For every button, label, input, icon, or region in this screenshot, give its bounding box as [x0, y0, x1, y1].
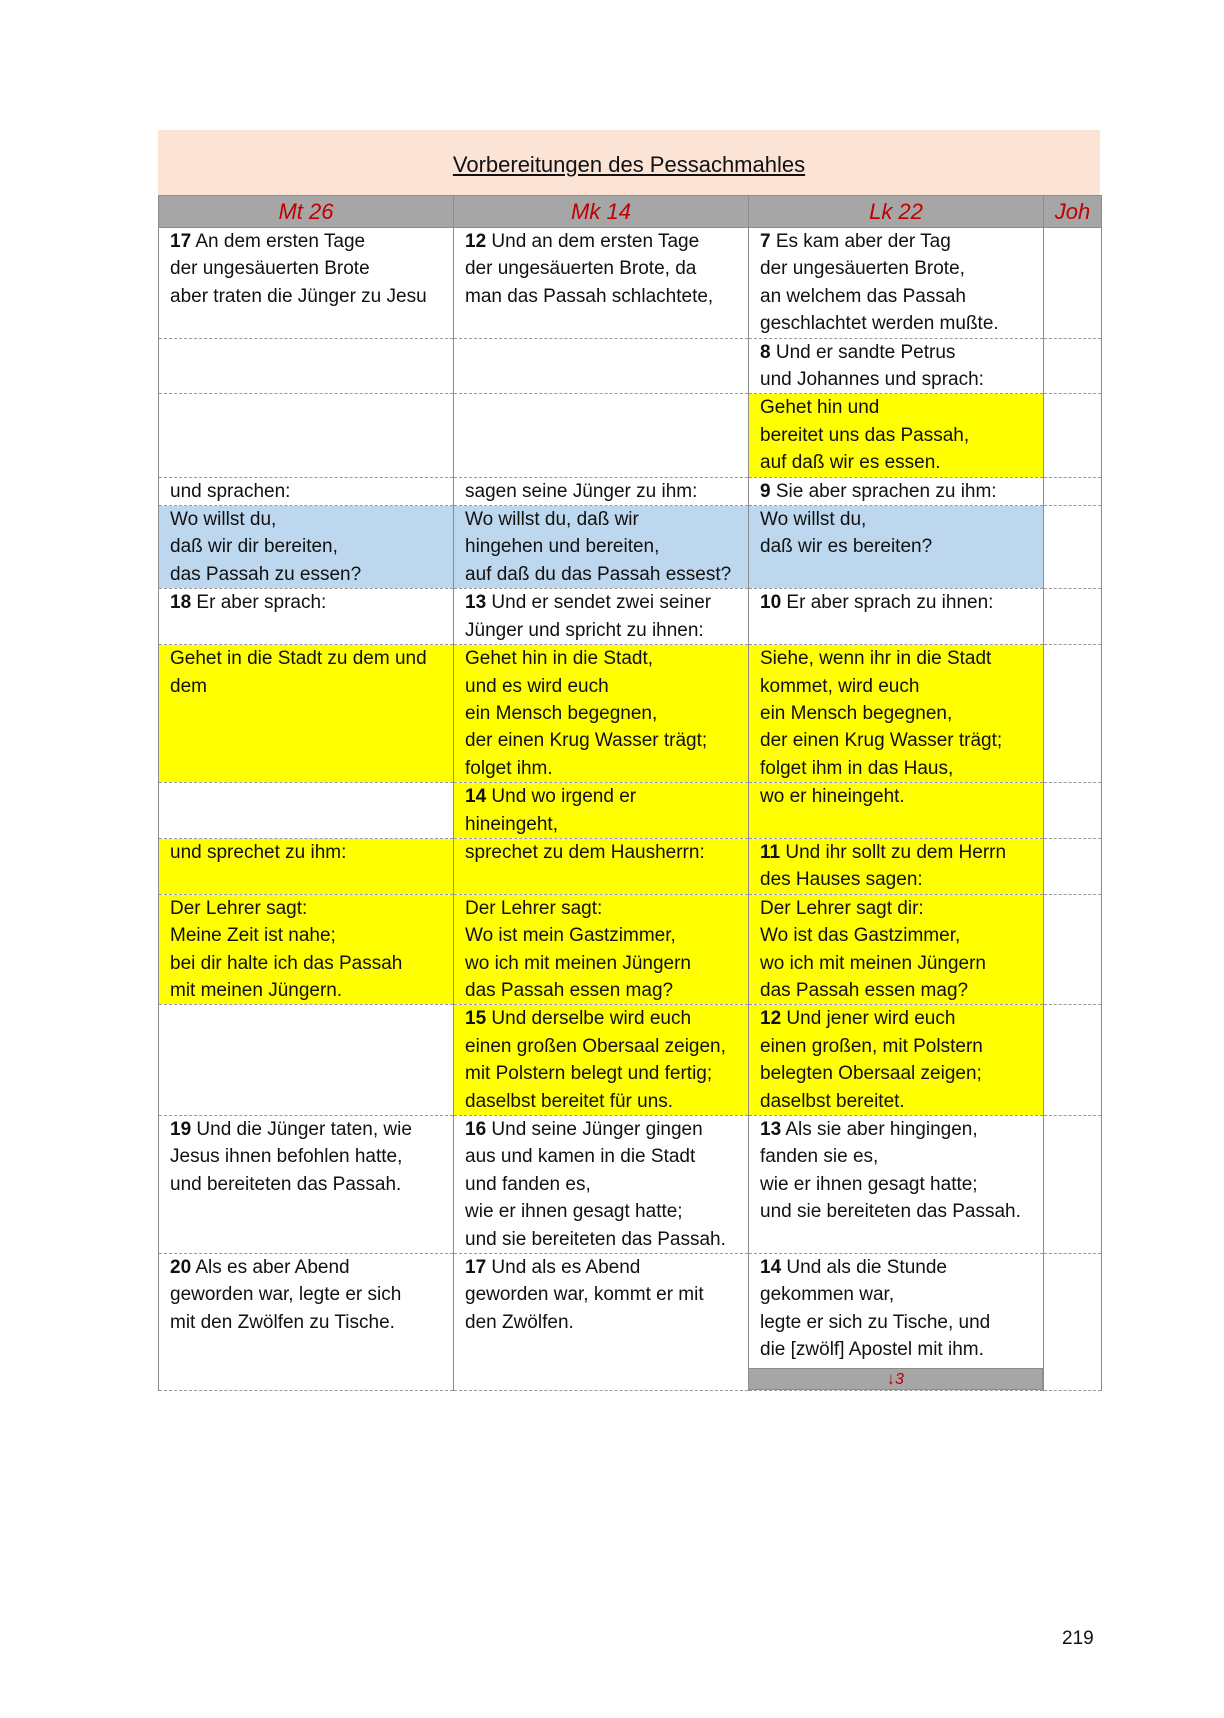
table-row: [159, 589, 1102, 645]
cell-mt: [159, 589, 454, 645]
verse-text: Siehe, wenn ihr in die Stadt kommet, wird euch ein Mensch begegnen, der einen Krug Wasser trägt; folget ihm in das Haus,: [760, 648, 1003, 779]
verse-text: Und ihr sollt zu dem Herrn des Hauses sagen:: [760, 841, 1007, 891]
cell-joh: [1044, 783, 1102, 839]
verse-number: 12: [465, 231, 487, 252]
cell-joh: [1044, 506, 1102, 589]
cell-lk: [749, 645, 1044, 783]
verse-text: Wo willst du, daß wir es bereiten?: [760, 509, 933, 558]
header-row: [159, 196, 1102, 228]
verse-text: Und jener wird euch einen großen, mit Polstern belegten Obersaal zeigen; daselbst bereitet.: [760, 1008, 983, 1112]
verse-number: 14: [465, 786, 487, 808]
cell-lk: [749, 1005, 1044, 1116]
cell-lk: [749, 1116, 1044, 1254]
table-row: [159, 645, 1102, 783]
verse-text: Und seine Jünger gingen aus und kamen in die Stadt und fanden es, wie er ihnen gesagt hatte; und sie bereiteten das Passah.: [465, 1119, 726, 1250]
cell-lk: [749, 394, 1044, 477]
cell-lk: [749, 228, 1044, 339]
verse-number: 19: [170, 1119, 192, 1140]
cell-mk: [454, 228, 749, 339]
verse-number: 9: [760, 480, 771, 502]
cell-lk: [749, 838, 1044, 894]
verse-text: Und an dem ersten Tage der ungesäuerten Brote, da man das Passah schlachtete,: [465, 231, 714, 307]
cell-mt: [159, 645, 454, 783]
cell-joh: [1044, 1005, 1102, 1116]
verse-number: 17: [465, 1257, 487, 1279]
cell-mk: [454, 838, 749, 894]
cell-joh: [1044, 645, 1102, 783]
cell-mt: [159, 838, 454, 894]
cell-mt: [159, 1005, 454, 1116]
header-joh: Joh: [1044, 196, 1102, 228]
table-body: [159, 228, 1102, 1391]
verse-number: 16: [465, 1119, 487, 1140]
synopsis-table: [158, 195, 1102, 1391]
verse-text: sagen seine Jünger zu ihm:: [465, 480, 698, 502]
verse-text: Gehet hin in die Stadt, und es wird euch ein Mensch begegnen, der einen Krug Wasser trägt; folget ihm.: [465, 648, 708, 779]
cell-joh: [1044, 477, 1102, 505]
cell-mk: [454, 1116, 749, 1254]
table-row: [159, 228, 1102, 339]
verse-text: Der Lehrer sagt: Wo ist mein Gastzimmer, wo ich mit meinen Jüngern das Passah essen mag?: [465, 897, 691, 1001]
cell-mt: [159, 477, 454, 505]
verse-text: Und als es Abend geworden war, kommt er mit den Zwölfen.: [465, 1257, 704, 1333]
verse-text: Und er sendet zwei seiner Jünger und spricht zu ihnen:: [465, 592, 712, 641]
verse-text: Als sie aber hingingen, fanden sie es, wie er ihnen gesagt hatte; und sie bereiteten das Passah.: [760, 1119, 1021, 1223]
verse-text: wo er hineingeht.: [760, 786, 905, 808]
cell-mt: [159, 228, 454, 339]
verse-number: 13: [760, 1119, 782, 1140]
header-mt: Mt 26: [159, 196, 454, 228]
verse-text: Es kam aber der Tag der ungesäuerten Brote, an welchem das Passah geschlachtet werden mußte.: [760, 231, 999, 335]
cell-joh: [1044, 894, 1102, 1005]
cell-mk: [454, 894, 749, 1005]
verse-number: 20: [170, 1257, 192, 1279]
verse-text: Und als die Stunde gekommen war, legte er sich zu Tische, und die [zwölf] Apostel mit ihm.: [760, 1257, 991, 1361]
cell-mk: [454, 1005, 749, 1116]
cell-mt: [159, 1254, 454, 1391]
cell-mk: [454, 783, 749, 839]
table-row: [159, 783, 1102, 839]
verse-text: Der Lehrer sagt dir: Wo ist das Gastzimmer, wo ich mit meinen Jüngern das Passah essen mag?: [760, 897, 986, 1001]
verse-text: An dem ersten Tage der ungesäuerten Brote aber traten die Jünger zu Jesu: [170, 231, 427, 307]
verse-number: 10: [760, 592, 782, 614]
verse-text: Der Lehrer sagt: Meine Zeit ist nahe; bei dir halte ich das Passah mit meinen Jüngern.: [170, 897, 403, 1001]
verse-text: Wo willst du, daß wir hingehen und bereiten, auf daß du das Passah essest?: [465, 509, 732, 585]
cell-lk: [749, 894, 1044, 1005]
verse-number: 11: [760, 841, 781, 863]
verse-number: 14: [760, 1257, 782, 1279]
table-row: [159, 1116, 1102, 1254]
verse-number: 18: [170, 592, 192, 614]
verse-text: Sie aber sprachen zu ihm:: [775, 480, 997, 502]
verse-number: 15: [465, 1008, 487, 1030]
verse-number: 17: [170, 231, 192, 252]
cell-joh: [1044, 1254, 1102, 1391]
cell-mk: [454, 338, 749, 394]
cell-lk: [749, 589, 1044, 645]
verse-number: 13: [465, 592, 487, 614]
header-mk: Mk 14: [454, 196, 749, 228]
continuation-marker: ↓3: [748, 1368, 1043, 1390]
table-row: [159, 506, 1102, 589]
cell-lk: [749, 506, 1044, 589]
verse-text: Und wo irgend er hineingeht,: [465, 786, 637, 835]
header-lk: Lk 22: [749, 196, 1044, 228]
cell-mt: [159, 1116, 454, 1254]
verse-text: Und derselbe wird euch einen großen Obersaal zeigen, mit Polstern belegt und fertig; daselbst bereitet für uns.: [465, 1008, 726, 1112]
cell-mk: [454, 477, 749, 505]
cell-joh: [1044, 1116, 1102, 1254]
page-title: Vorbereitungen des Pessachmahles: [452, 152, 806, 177]
verse-text: Als es aber Abend geworden war, legte er sich mit den Zwölfen zu Tische.: [170, 1257, 402, 1333]
cell-mk: [454, 506, 749, 589]
cell-mk: [454, 589, 749, 645]
verse-text: Wo willst du, daß wir dir bereiten, das Passah zu essen?: [170, 509, 362, 585]
table-row: [159, 1005, 1102, 1116]
verse-text: Er aber sprach:: [196, 592, 327, 614]
cell-lk: [749, 338, 1044, 394]
cell-joh: [1044, 838, 1102, 894]
verse-text: Und die Jünger taten, wie Jesus ihnen befohlen hatte, und bereiteten das Passah.: [170, 1119, 412, 1195]
table-row: [159, 477, 1102, 505]
title-band: [158, 130, 1100, 195]
verse-text: Und er sandte Petrus und Johannes und sprach:: [760, 341, 984, 391]
verse-text: und sprachen:: [170, 480, 291, 502]
cell-joh: [1044, 589, 1102, 645]
verse-text: und sprechet zu ihm:: [170, 841, 347, 863]
cell-mt: [159, 338, 454, 394]
verse-text: Gehet in die Stadt zu dem und dem: [170, 648, 427, 697]
verse-text: sprechet zu dem Hausherrn:: [465, 841, 705, 863]
cell-mt: [159, 894, 454, 1005]
cell-joh: [1044, 228, 1102, 339]
page-number: 219: [1062, 1628, 1094, 1649]
cell-mt: [159, 783, 454, 839]
verse-number: 12: [760, 1008, 782, 1030]
cell-mk: [454, 1254, 749, 1391]
cell-mt: [159, 506, 454, 589]
verse-text: Er aber sprach zu ihnen:: [786, 592, 994, 614]
cell-mk: [454, 645, 749, 783]
verse-number: 7: [760, 231, 771, 252]
table-row: [159, 894, 1102, 1005]
table-row: [159, 838, 1102, 894]
table-row: [159, 338, 1102, 394]
table-row: [159, 394, 1102, 477]
cell-lk: [749, 477, 1044, 505]
cell-mt: [159, 394, 454, 477]
cell-joh: [1044, 394, 1102, 477]
verse-number: 8: [760, 341, 771, 363]
cell-joh: [1044, 338, 1102, 394]
verse-text: Gehet hin und bereitet uns das Passah, auf daß wir es essen.: [760, 397, 970, 474]
cell-lk: [749, 783, 1044, 839]
cell-mk: [454, 394, 749, 477]
